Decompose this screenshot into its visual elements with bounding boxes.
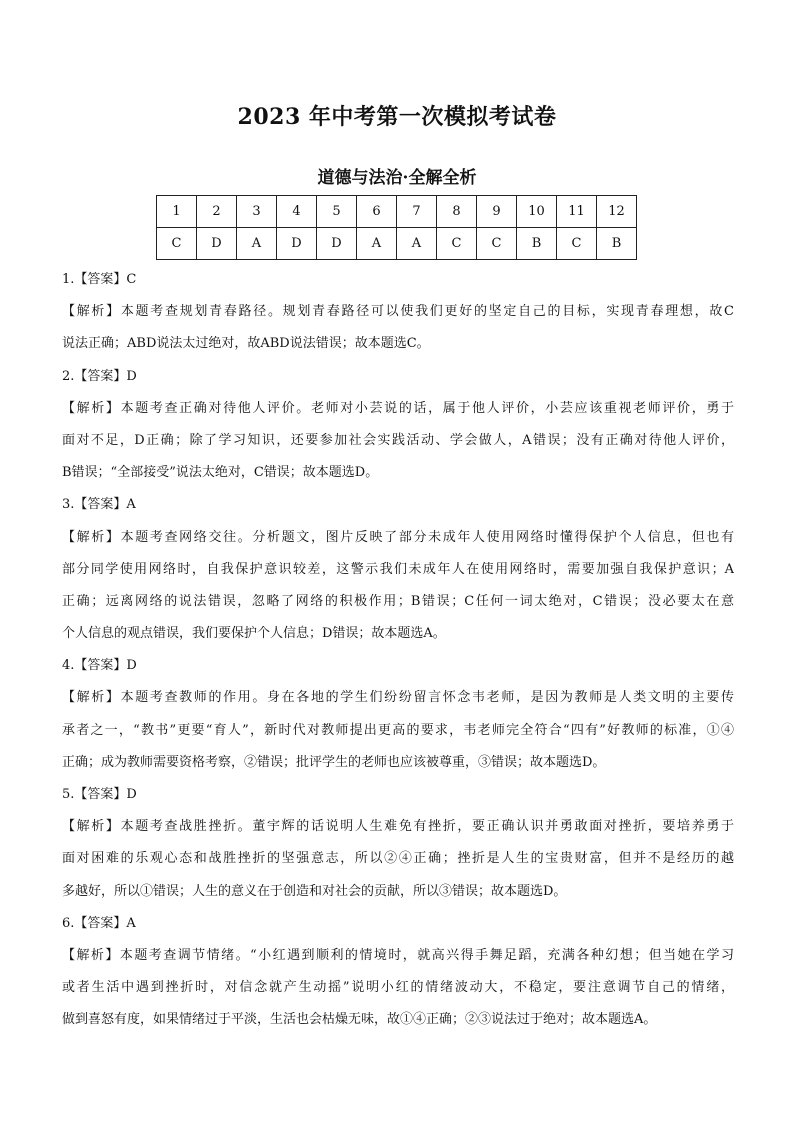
question-number-cell: 5 [317, 196, 357, 228]
question-number-cell: 9 [477, 196, 517, 228]
answer-line: 5.【答案】D [62, 787, 137, 802]
answer-cell: C [557, 228, 597, 260]
analysis-line: 正确；远离网络的说法错误，忽略了网络的积极作用；B错误；C任何一词太绝对，C错误；没必要太在意 [62, 593, 734, 609]
answer-cell: B [517, 228, 557, 260]
answer-line: 6.【答案】A [62, 915, 136, 931]
question-number-cell: 1 [157, 196, 197, 228]
analysis-line: 【解析】本题考查教师的作用。身在各地的学生们纷纷留言怀念韦老师，是因为教师是人类文明的主要传 [62, 690, 734, 706]
answer-cell: A [357, 228, 397, 260]
question-number-cell: 7 [397, 196, 437, 228]
analysis-line: 承者之一，“教书”更要“育人”，新时代对教师提出更高的要求，韦老师完全符合“四有”好教师的标准，①④ [62, 722, 734, 738]
analysis-line: 面对困难的乐观心态和战胜挫折的坚强意志，所以②④正确；挫折是人生的宝贵财富，但并不是经历的越 [62, 851, 734, 867]
question-number-cell: 4 [277, 196, 317, 228]
answer-cell: C [157, 228, 197, 260]
question-number-cell: 3 [237, 196, 277, 228]
answer-cell: A [237, 228, 277, 260]
analysis-line: 【解析】本题考查正确对待他人评价。老师对小芸说的话，属于他人评价，小芸应该重视老师评价，勇于 [62, 400, 734, 416]
answer-cell: C [477, 228, 517, 260]
analysis-line: 多越好，所以①错误；人生的意义在于创造和对社会的贡献，所以③错误；故本题选D。 [62, 883, 567, 899]
analysis-line: 做到喜怒有度，如果情绪过于平淡，生活也会枯燥无味，故①④正确；②③说法过于绝对；故本题选A。 [62, 1012, 657, 1028]
answer-table [156, 195, 637, 260]
answer-cell: D [317, 228, 357, 260]
answer-line: 3.【答案】A [62, 497, 136, 513]
analysis-line: B错误；“全部接受”说法太绝对，C错误；故本题选D。 [62, 465, 379, 481]
question-number-cell: 12 [597, 196, 637, 228]
answer-line: 4.【答案】D [62, 658, 137, 674]
question-number-cell: 10 [517, 196, 557, 228]
document-subtitle: 道德与法治·全解全析 [317, 168, 477, 188]
question-number-cell: 6 [357, 196, 397, 228]
answer-analysis-section [62, 264, 734, 1037]
analysis-line: 正确；成为教师需要资格考察，②错误；批评学生的老师也应该被尊重，③错误；故本题选D。 [62, 754, 606, 770]
analysis-line: 【解析】本题考查调节情绪。“小红遇到顺利的情境时，就高兴得手舞足蹈，充满各种幻想；但当她在学习 [62, 947, 734, 963]
answer-cell: C [437, 228, 477, 260]
answer-cell: D [277, 228, 317, 260]
analysis-line: 个人信息的观点错误，我们要保护个人信息；D错误；故本题选A。 [62, 626, 446, 642]
document-title: 2023 年中考第一次模拟考试卷 [237, 104, 557, 130]
analysis-line: 【解析】本题考查战胜挫折。董宇辉的话说明人生难免有挫折，要正确认识并勇敢面对挫折，要培养勇于 [62, 819, 734, 835]
answer-line: 2.【答案】D [62, 368, 137, 384]
question-number-cell: 2 [197, 196, 237, 228]
analysis-line: 面对不足，D正确；除了学习知识，还要参加社会实践活动、学会做人，A错误；没有正确对待他人评价， [62, 432, 734, 448]
answer-cell: B [597, 228, 637, 260]
question-number-cell: 8 [437, 196, 477, 228]
analysis-line: 部分同学使用网络时，自我保护意识较差，这警示我们未成年人在使用网络时，需要加强自我保护意识；A [62, 561, 734, 577]
question-number-cell: 11 [557, 196, 597, 228]
answer-cell: A [397, 228, 437, 260]
answer-line: 1.【答案】C [62, 272, 137, 287]
answer-table-number-row [157, 196, 637, 228]
analysis-line: 或者生活中遇到挫折时，对信念就产生动摇”说明小红的情绪波动大，不稳定，要注意调节自己的情绪， [62, 980, 734, 996]
analysis-line: 说法正确；ABD说法太过绝对，故ABD说法错误；故本题选C。 [62, 336, 430, 352]
answer-table-answer-row [157, 228, 637, 260]
analysis-line: 【解析】本题考查网络交往。分析题文，图片反映了部分未成年人使用网络时懂得保护个人信息，但也有 [62, 529, 734, 545]
analysis-line: 【解析】本题考查规划青春路径。规划青春路径可以使我们更好的坚定自己的目标，实现青春理想，故C [62, 304, 734, 320]
answer-cell: D [197, 228, 237, 260]
